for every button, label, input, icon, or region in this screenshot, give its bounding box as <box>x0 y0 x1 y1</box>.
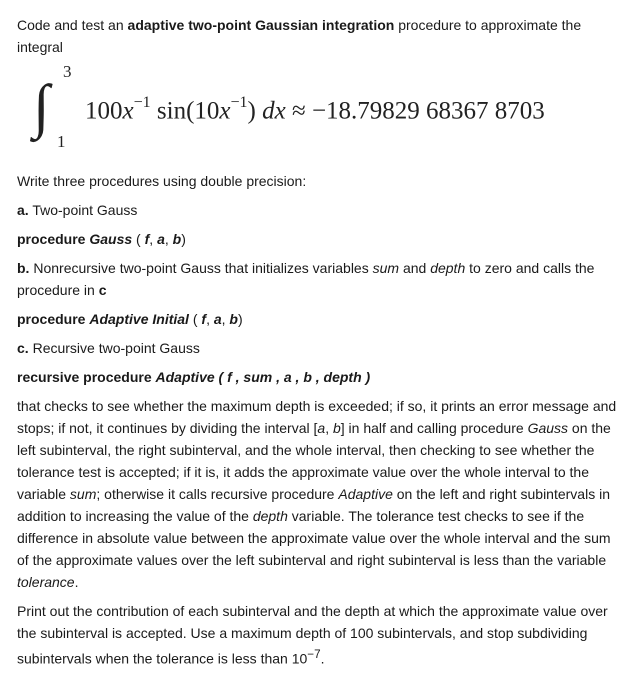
procedure-b-arg-b: b <box>229 311 238 327</box>
procedure-c <box>17 366 623 388</box>
write-line: Write three procedures using double precision: <box>17 173 307 189</box>
procedure-a-arg-a: a <box>157 231 165 247</box>
integrand-variable: x <box>122 97 134 125</box>
integrand-coefficient: 100 <box>85 97 123 125</box>
item-b-depth: depth <box>430 260 466 276</box>
integral-formula <box>17 62 623 170</box>
integral-upper-limit: 3 <box>63 62 72 81</box>
integral-sign-icon: ∫ <box>33 73 50 139</box>
problem-statement <box>17 14 623 670</box>
procedure-a-arg-f: f <box>144 231 150 247</box>
procedure-b <box>17 308 623 330</box>
description-paragraph <box>17 395 623 593</box>
integrand-variable-inner: x <box>219 97 231 125</box>
desc-sum: sum <box>69 486 97 502</box>
desc-adaptive: Adaptive <box>338 486 393 502</box>
item-b <box>17 257 623 301</box>
item-b-text3: to zero and calls the procedure in <box>17 260 595 298</box>
integrand-exponent: −1 <box>133 94 151 111</box>
item-b-label: b. <box>17 260 30 276</box>
desc-gauss: Gauss <box>527 420 569 436</box>
final-text2: . <box>320 650 325 667</box>
item-a <box>17 199 623 221</box>
procedure-b-comma1: , <box>206 311 214 327</box>
integral-approx-value: ≈ −18.79829 68367 8703 <box>291 97 545 125</box>
item-a-label: a. <box>17 202 29 218</box>
desc-text2: , <box>325 420 333 436</box>
intro-paragraph <box>17 14 623 58</box>
desc-text6: on the left and right subintervals in addition to increasing the value of the <box>17 486 610 524</box>
intro-bold-text: adaptive two-point Gaussian integration <box>127 17 395 33</box>
desc-a: a <box>317 420 326 436</box>
final-paragraph <box>17 600 623 670</box>
integrand-expression <box>85 88 545 128</box>
procedure-b-close: ) <box>237 311 243 327</box>
desc-depth: depth <box>252 508 288 524</box>
procedure-a <box>17 228 623 250</box>
procedure-b-arg-a: a <box>213 311 222 327</box>
desc-text8: . <box>74 574 79 590</box>
procedure-b-keyword: procedure <box>17 311 90 327</box>
procedure-b-name: Adaptive Initial <box>89 311 189 327</box>
item-a-text: Two-point Gauss <box>28 202 138 218</box>
item-c-text: Recursive two-point Gauss <box>28 340 200 356</box>
procedure-c-keyword: recursive procedure <box>17 369 156 385</box>
procedure-b-comma2: , <box>221 311 230 327</box>
procedure-a-comma1: , <box>149 231 158 247</box>
item-b-text1: Nonrecursive two-point Gauss that initializes variables <box>29 260 373 276</box>
procedure-a-keyword: procedure <box>17 231 90 247</box>
desc-b: b <box>332 420 341 436</box>
procedure-a-name: Gauss <box>89 231 133 247</box>
desc-text7: variable. The tolerance test checks to see if the difference in absolute value between the approximate value over the whole interval and the sum of the approximate values over the left subinterval and right subinterval is less than the variable <box>17 508 611 568</box>
item-b-sum: sum <box>372 260 400 276</box>
final-exponent: −7 <box>307 648 321 661</box>
item-c <box>17 337 623 359</box>
procedure-b-open: ( <box>188 311 202 327</box>
intro-text-end: procedure to approximate the integral <box>17 17 582 55</box>
procedure-a-comma2: , <box>164 231 173 247</box>
desc-text5: ; otherwise it calls recursive procedure <box>96 486 339 502</box>
integrand-close-paren: ) <box>247 97 256 125</box>
desc-tolerance: tolerance <box>17 574 75 590</box>
integrand-dx: dx <box>262 97 286 125</box>
procedure-a-close: ) <box>181 231 186 247</box>
item-b-c: c <box>98 282 107 298</box>
procedure-b-arg-f: f <box>201 311 207 327</box>
procedure-a-open: ( <box>132 231 145 247</box>
item-c-label: c. <box>17 340 29 356</box>
desc-text1: that checks to see whether the maximum depth is exceeded; if so, it prints an error message and stops; if not, it continues by dividing the interval [ <box>17 398 617 436</box>
final-text1: Print out the contribution of each subinterval and the depth at which the approximate value over the subinterval is accepted. Use a maximum depth of 100 subintervals, and stop subdividing subintervals when the tolerance is less than 10 <box>17 603 608 667</box>
procedure-a-arg-b: b <box>172 231 182 247</box>
intro-text: Code and test an <box>17 17 128 33</box>
integrand-function: sin(10 <box>156 97 220 125</box>
procedure-c-args: ( f , sum , a , b , depth ) <box>214 369 371 385</box>
procedure-c-name: Adaptive <box>155 369 215 385</box>
item-b-text2: and <box>399 260 431 276</box>
desc-text4: on the left subinterval, the right subinterval, and the whole interval, then checking to see whether the tolerance test is accepted; if it is, it adds the approximate value over the whole interval to the variable <box>17 420 611 502</box>
integrand-exponent-inner: −1 <box>230 94 248 111</box>
integral-lower-limit: 1 <box>57 132 66 151</box>
desc-text3: ] in half and calling procedure <box>340 420 528 436</box>
